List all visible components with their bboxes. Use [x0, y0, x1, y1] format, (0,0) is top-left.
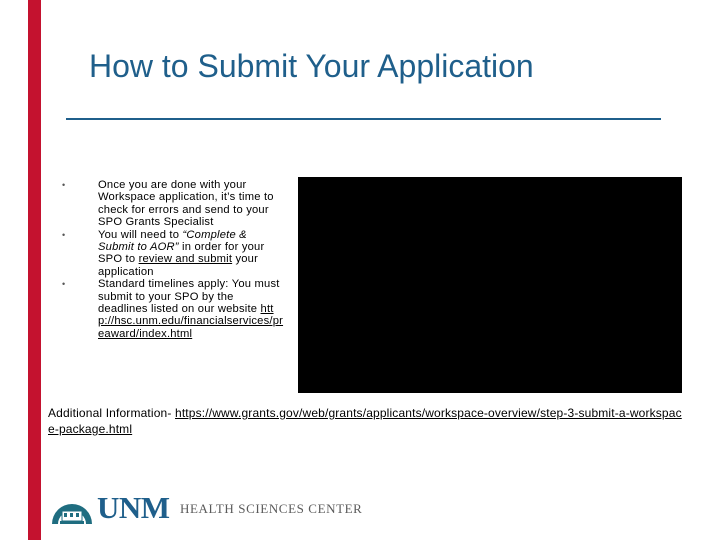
bullet-text-part: Standard timelines apply: You must submit to your SPO by the deadlines listed on our website	[98, 278, 280, 316]
bullet-text	[98, 278, 284, 340]
unm-hsc-logo	[50, 490, 380, 526]
logo-unm-text: UNM	[97, 490, 170, 525]
bullet-item-1	[62, 179, 284, 229]
title-divider	[66, 118, 661, 120]
bullet-list	[62, 179, 284, 340]
bullet-text-part: your application	[98, 253, 259, 278]
bullet-item-2	[62, 229, 284, 279]
bullet-text-part: You will need to	[98, 228, 183, 241]
bullet-item-3	[62, 278, 284, 340]
bullet-underlined-text: review and submit	[138, 253, 233, 266]
left-accent-bar	[28, 0, 41, 540]
bullet-dot-icon: •	[62, 229, 66, 240]
bullet-text: Once you are done with your Workspace application, it’s time to check for errors and send to your SPO Grants Specialist	[98, 179, 274, 229]
grants-gov-link[interactable]: https://www.grants.gov/web/grants/applicants/workspace-overview/step-3-submit-a-workspace-package.html	[48, 406, 682, 436]
slide-title: How to Submit Your Application	[89, 48, 534, 84]
spo-website-link[interactable]: http://hsc.unm.edu/financialservices/preaward/index.html	[98, 303, 284, 340]
additional-info	[48, 405, 688, 437]
video-embed[interactable]	[298, 177, 682, 393]
bullet-dot-icon: •	[62, 180, 66, 190]
bullet-text-part: in order for your SPO to	[98, 241, 265, 266]
bullet-text	[98, 229, 284, 279]
bullet-emphasis: “Complete & Submit to AOR”	[98, 228, 247, 254]
bullet-dot-icon: •	[62, 279, 66, 290]
unm-emblem-icon	[50, 490, 94, 524]
logo-hsc-text: HEALTH SCIENCES CENTER	[180, 501, 363, 516]
additional-info-label: Additional Information-	[48, 406, 175, 420]
